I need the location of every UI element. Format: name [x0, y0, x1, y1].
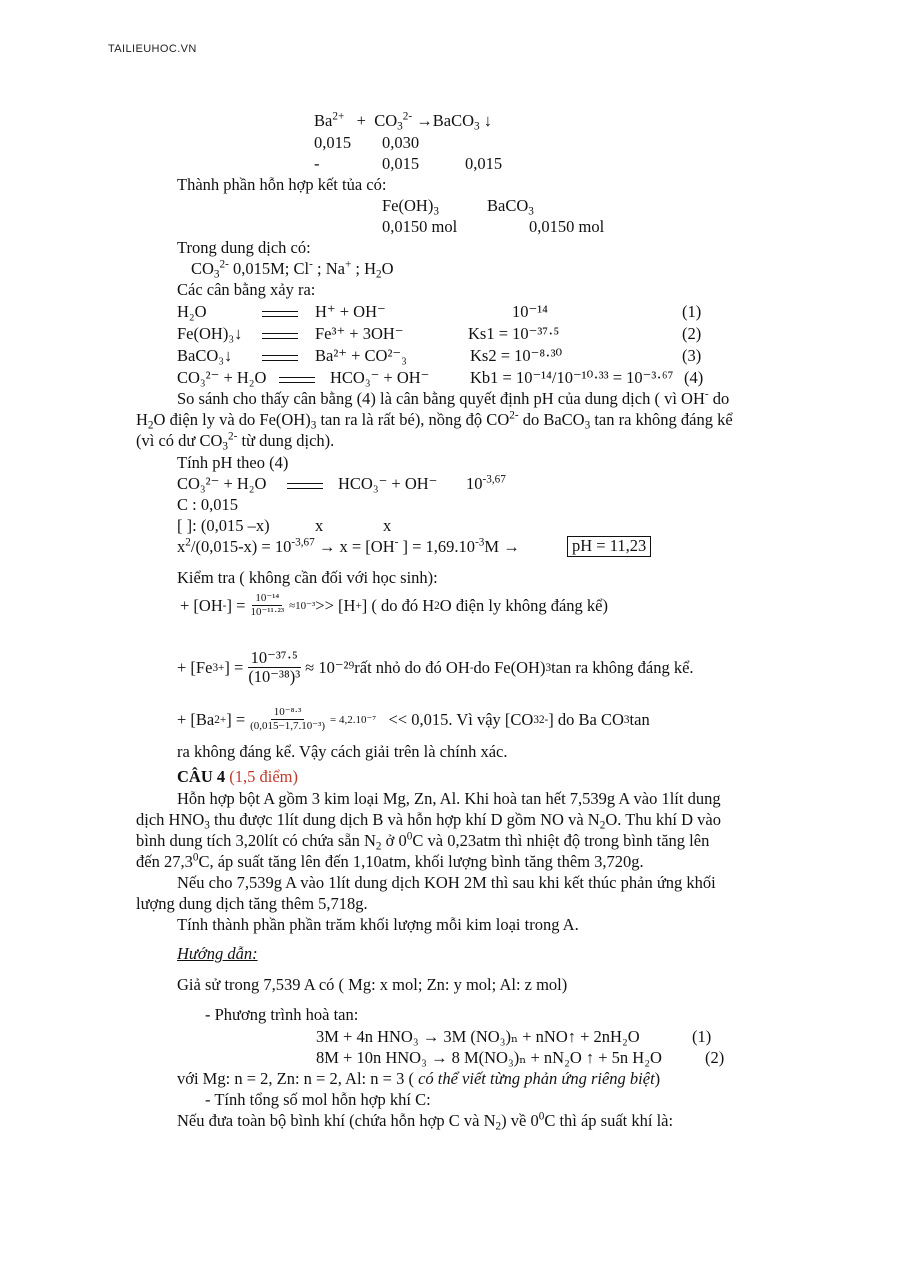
x-value-1: x — [315, 516, 324, 535]
ph-calc-line: $x^2/(0,015-x) = 10^{-3,67} \to x = [OH^-$ ] = $1,69.10^{-3}M$ → — [177, 536, 520, 556]
total-mol-heading: - Tính tổng số mol hỗn hợp khí C: — [205, 1090, 431, 1109]
check-oh-line: + [OH - ] = $\frac{\text{10⁻¹⁴}}{\text{10⁻¹¹·²³}}$ ≈10⁻³ >> [H + ] ( do đó H 2 O điện ly không đáng kể) — [180, 592, 608, 618]
reaction-1: 3M + 4n HNO₃ → 3M (NO₃)ₙ + nNO↑ + 2nH₂O — [316, 1027, 640, 1046]
eq2-constant: Ks1 = 10⁻³⁷·⁵ — [468, 324, 560, 343]
eq4-left: CO₃²⁻ + H₂O — [177, 368, 267, 387]
equilibrium-conc-row: [ ]: (0,015 –x) — [177, 516, 270, 535]
precipitate-species-1: $Fe(OH)_3$ — [382, 196, 439, 218]
eq3-left: BaCO₃↓ — [177, 346, 233, 365]
mol-row2-col3: 0,015 — [465, 154, 503, 173]
reaction-2-number: (2) — [705, 1048, 725, 1067]
mol-row1-col2: 0,030 — [382, 133, 420, 152]
reaction-heading: - Phương trình hoà tan: — [205, 1005, 359, 1024]
fe-fraction: $\frac{\text{10⁻³⁷·⁵}}{\text{(10⁻³⁸)³}}$ — [248, 648, 301, 686]
question-line-1: Hỗn hợp bột A gồm 3 kim loại Mg, Zn, Al. Khi hoà tan hết 7,539g A vào 1lít dung — [177, 789, 721, 808]
check-conclusion: ra không đáng kể. Vậy cách giải trên là chính xác. — [177, 742, 508, 761]
guide-heading: Hướng dẫn: — [177, 944, 258, 963]
initial-conc-row: C : 0,015 — [177, 495, 238, 514]
eq1-constant: 10⁻¹⁴ — [512, 302, 548, 321]
eq1-right: H⁺ + OH⁻ — [315, 302, 386, 321]
eq4-right: HCO₃⁻ + OH⁻ — [330, 368, 430, 387]
assume-line: Giả sử trong 7,539 A có ( Mg: x mol; Zn: y mol; Al: z mol) — [177, 975, 568, 994]
reaction-1-number: (1) — [692, 1027, 712, 1046]
ph-eq-right: HCO₃⁻ + OH⁻ — [338, 474, 438, 493]
ba-fraction: $\frac{\text{10⁻⁸·³}}{\text{(0,015−1,7.10⁻³)}}$ — [250, 706, 326, 732]
solution-species: $CO_3^{2-}$ 0,015M; Cl- ; Na+ ; $H_2O$ — [191, 258, 394, 281]
precipitate-amount-2: 0,0150 mol — [529, 217, 605, 236]
check-fe-line: + [Fe 3+ ] = $\frac{\text{10⁻³⁷·⁵}}{\text{(10⁻³⁸)³}}$ ≈ 10⁻²⁹ rất nhỏ do đó OH - do Fe(OH) 3 tan ra không đáng kể. — [177, 648, 694, 686]
x-value-2: x — [383, 516, 392, 535]
question-line-6: lượng dung dịch tăng thêm 5,718g. — [136, 894, 368, 913]
compare-line-3: (vì có dư $CO_3^{2-}$ từ dung dịch). — [136, 430, 335, 453]
equilibria-heading: Các cân bằng xảy ra: — [177, 280, 316, 299]
question-line-4: đến 27,3$^0$C, áp suất tăng lên đến 1,10atm, khối lượng bình tăng thêm 3,720g. — [136, 851, 644, 871]
check-heading: Kiểm tra ( không cần đối với học sinh): — [177, 568, 438, 587]
precipitate-heading: Thành phần hỗn hợp kết tủa có: — [177, 175, 387, 194]
question-line-3: bình dung tích 3,20lít có chứa sẵn $N_2$ ở $0^0C$ và 0,23atm thì nhiệt độ trong bình tăng lên — [136, 830, 710, 853]
equilibrium-arrow — [279, 372, 315, 389]
mol-row1-col1: 0,015 — [314, 133, 352, 152]
equilibrium-arrow — [262, 306, 298, 323]
equilibrium-arrow — [262, 350, 298, 367]
mol-row2-col2: 0,015 — [382, 154, 420, 173]
compare-line-2: $H_2O$ điện ly và do $Fe(OH)_3$ tan ra là rất bé), nồng độ $CO^{2-}$ do BaCO$_3$ tan ra không đáng kể — [136, 409, 733, 432]
eq3-number: (3) — [682, 346, 702, 365]
reaction-line: $Ba^{2+}$ + $CO_3^{2-}$ →BaCO$_3$ ↓ — [314, 110, 492, 133]
equilibrium-arrow — [262, 328, 298, 345]
eq2-left: Fe(OH)₃↓ — [177, 324, 243, 343]
ph-result-box: pH = 11,23 — [567, 536, 651, 557]
eq3-right: Ba²⁺ + CO²⁻₃ — [315, 346, 407, 365]
equilibrium-arrow — [287, 478, 323, 495]
mol-row2-col1: - — [314, 154, 320, 173]
valence-line: với Mg: n = 2, Zn: n = 2, Al: n = 3 ( có thể viết từng phản ứng riêng biệt) — [177, 1069, 661, 1088]
question-line-2: dịch $HNO_3$ thu được 1lít dung dịch B và hỗn hợp khí D gồm NO và $N_2O$. Thu khí D vào — [136, 810, 721, 832]
question-line-7: Tính thành phần phần trăm khối lượng mỗi kim loại trong A. — [177, 915, 579, 934]
oh-fraction: $\frac{\text{10⁻¹⁴}}{\text{10⁻¹¹·²³}}$ — [250, 592, 285, 618]
question-title: CÂU 4 (1,5 điểm) — [177, 767, 298, 786]
eq2-right: Fe³⁺ + 3OH⁻ — [315, 324, 404, 343]
solution-heading: Trong dung dịch có: — [177, 238, 311, 257]
eq1-number: (1) — [682, 302, 702, 321]
check-ba-line: + [Ba 2+ ] = $\frac{\text{10⁻⁸·³}}{\text{(0,015−1,7.10⁻³)}}$ = 4,2.10⁻⁷ << 0,015. Vì vậy [CO 3 2- ] do Ba CO 3 tan — [177, 706, 650, 732]
eq4-constant: Kb1 = 10⁻¹⁴/10⁻¹⁰·³³ = 10⁻³·⁶⁷ — [470, 368, 674, 387]
site-header: TAILIEUHOC.VN — [108, 43, 197, 55]
eq1-left: H₂O — [177, 302, 207, 321]
last-line: Nếu đưa toàn bộ bình khí (chứa hỗn hợp C và $N_2$) về $0^0C$ thì áp suất khí là: — [177, 1110, 674, 1133]
eq3-constant: Ks2 = 10⁻⁸·³⁰ — [470, 346, 563, 365]
ph-eq-left: CO₃²⁻ + H₂O — [177, 474, 267, 493]
ph-heading: Tính pH theo (4) — [177, 453, 289, 472]
question-line-5: Nếu cho 7,539g A vào 1lít dung dịch KOH 2M thì sau khi kết thúc phản ứng khối — [177, 873, 716, 892]
ph-eq-constant: $10^{-3,67}$ — [466, 473, 506, 493]
eq2-number: (2) — [682, 324, 702, 343]
precipitate-species-2: BaCO$_3$ — [487, 196, 534, 218]
precipitate-amount-1: 0,0150 mol — [382, 217, 458, 236]
compare-line-1: So sánh cho thấy cân bằng (4) là cân bằng quyết định pH của dung dịch ( vì OH- do — [177, 388, 730, 408]
reaction-2: 8M + 10n HNO₃ → 8 M(NO₃)ₙ + nN₂O ↑ + 5n H₂O — [316, 1048, 662, 1067]
eq4-number: (4) — [684, 368, 704, 387]
